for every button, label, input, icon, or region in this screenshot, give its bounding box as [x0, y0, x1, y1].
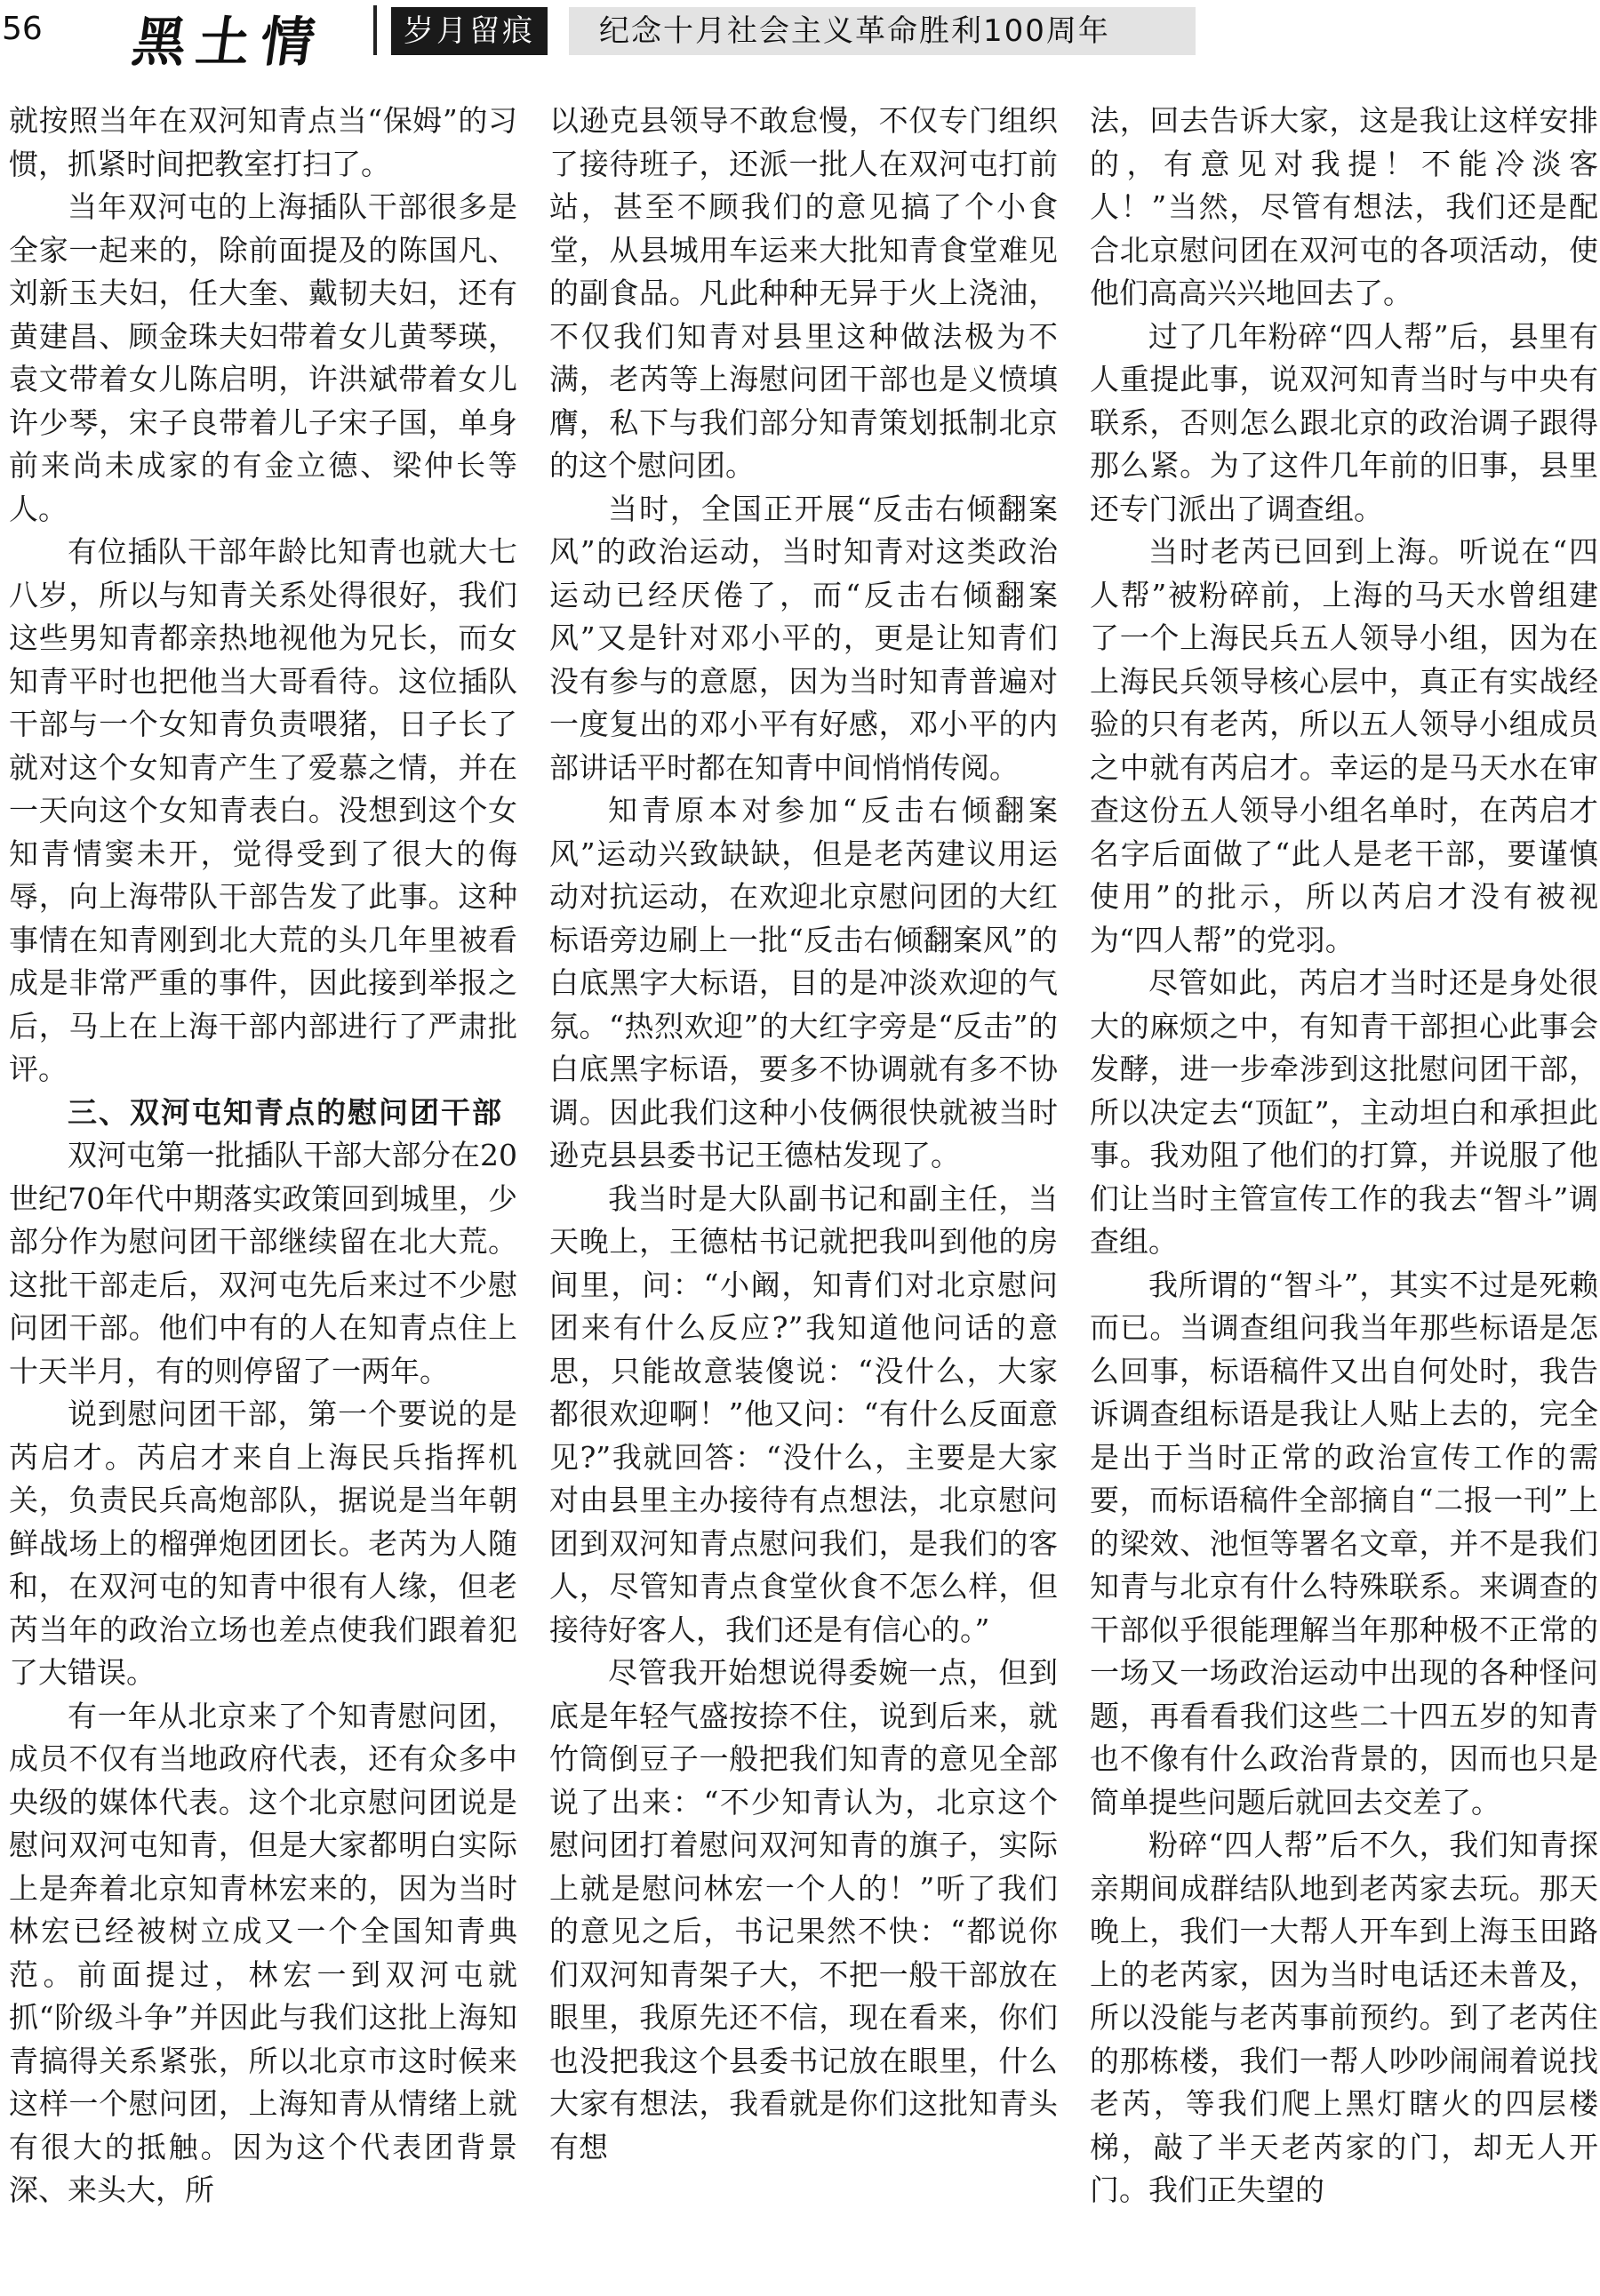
text-column-3 [1090, 100, 1598, 2296]
article-paragraph: 尽管如此，芮启才当时还是身处很大的麻烦之中，有知青干部担心此事会发酵，进一步牵涉到这批慰问团干部，所以决定去“顶缸”，主动坦白和承担此事。我劝阻了他们的打算，并说服了他们让当时主管宣传工作的我去“智斗”调查组。 [1090, 965, 1598, 1259]
article-paragraph: 有一年从北京来了个知青慰问团，成员不仅有当地政府代表，还有众多中央级的媒体代表。这个北京慰问团说是慰问双河屯知青，但是大家都明白实际上是奔着北京知青林宏来的，因为当时林宏已经被树立成又一个全国知青典范。前面提过，林宏一到双河屯就抓“阶级斗争”并因此与我们这批上海知青搞得关系紧张，所以北京市这时候来这样一个慰问团，上海知青从情绪上就有很大的抵触。因为这个代表团背景深、来头大，所 [9, 1698, 517, 2207]
article-paragraph: 就按照当年在双河知青点当“保姆”的习惯，抓紧时间把教室打扫了。 [9, 103, 517, 181]
section-tag: 岁月留痕 [391, 7, 548, 55]
page-header [0, 0, 1600, 74]
text-column-2 [549, 100, 1058, 2296]
text-column-1 [9, 100, 517, 2296]
article-paragraph: 粉碎“四人帮”后不久，我们知青探亲期间成群结队地到老芮家去玩。那天晚上，我们一大帮人开车到上海玉田路上的老芮家，因为当时电话还未普及，所以没能与老芮事前预约。到了老芮住的那栋楼，我们一帮人吵吵闹闹着说找老芮，等我们爬上黑灯瞎火的四层楼梯，敲了半天老芮家的门，却无人开门。我们正失望的 [1090, 1828, 1598, 2207]
article-paragraph: 以逊克县领导不敢怠慢，不仅专门组织了接待班子，还派一批人在双河屯打前站，甚至不顾我们的意见搞了个小食堂，从县城用车运来大批知青食堂难见的副食品。凡此种种无异于火上浇油，不仅我们知青对县里这种做法极为不满，老芮等上海慰问团干部也是义愤填膺，私下与我们部分知青策划抵制北京的这个慰问团。 [549, 103, 1058, 483]
article-paragraph: 过了几年粉碎“四人帮”后，县里有人重提此事，说双河知青当时与中央有联系，否则怎么跟北京的政治调子跟得那么紧。为了这件几年前的旧事，县里还专门派出了调查组。 [1090, 318, 1598, 526]
article-paragraph: 当时，全国正开展“反击右倾翻案风”的政治运动，当时知青对这类政治运动已经厌倦了，而“反击右倾翻案风”又是针对邓小平的，更是让知青们没有参与的意愿，因为当时知青普遍对一度复出的邓小平有好感，邓小平的内部讲话平时都在知青中间悄悄传阅。 [549, 491, 1058, 785]
page-number: 56 [2, 11, 43, 47]
header-divider [373, 5, 377, 55]
article-paragraph: 我当时是大队副书记和副主任，当天晚上，王德枯书记就把我叫到他的房间里，问：“小阚，知青们对北京慰问团来有什么反应?”我知道他问话的意思，只能故意装傻说：“没什么，大家都很欢迎啊！”他又问：“有什么反面意见?”我就回答：“没什么，主要是大家对由县里主办接待有点想法，北京慰问团到双河知青点慰问我们，是我们的客人，尽管知青点食堂伙食不怎么样，但接待好客人，我们还是有信心的。” [549, 1180, 1058, 1647]
article-paragraph: 当时老芮已回到上海。听说在“四人帮”被粉碎前，上海的马天水曾组建了一个上海民兵五人领导小组，因为在上海民兵领导核心层中，真正有实战经验的只有老芮，所以五人领导小组成员之中就有芮启才。幸运的是马天水在审查这份五人领导小组名单时，在芮启才名字后面做了“此人是老干部，要谨慎使用”的批示，所以芮启才没有被视为“四人帮”的党羽。 [1090, 534, 1598, 957]
article-paragraph: 我所谓的“智斗”，其实不过是死赖而已。当调查组问我当年那些标语是怎么回事，标语稿件又出自何处时，我告诉调查组标语是我让人贴上去的，完全是出于当时正常的政治宣传工作的需要，而标语稿件全部摘自“二报一刊”上的梁效、池恒等署名文章，并不是我们知青与北京有什么特殊联系。来调查的干部似乎很能理解当年那种极不正常的一场又一场政治运动中出现的各种怪问题，再看看我们这些二十四五岁的知青也不像有什么政治背景的，因而也只是简单提些问题后就回去交差了。 [1090, 1267, 1598, 1820]
article-paragraph: 双河屯第一批插队干部大部分在20世纪70年代中期落实政策回到城里，少部分作为慰问团干部继续留在北大荒。这批干部走后，双河屯先后来过不少慰问团干部。他们中有的人在知青点住上十天半月，有的则停留了一两年。 [9, 1138, 517, 1388]
magazine-logo: 黑土情 [128, 12, 330, 74]
article-paragraph: 尽管我开始想说得委婉一点，但到底是年轻气盛按捺不住，说到后来，就竹筒倒豆子一般把我们知青的意见全部说了出来：“不少知青认为，北京这个慰问团打着慰问双河知青的旗子，实际上就是慰问林宏一个人的！”听了我们的意见之后，书记果然不快：“都说你们双河知青架子大，不把一般干部放在眼里，我原先还不信，现在看来，你们也没把我这个县委书记放在眼里，什么大家有想法，我看就是你们这批知青头有想 [549, 1655, 1058, 2164]
article-paragraph: 说到慰问团干部，第一个要说的是芮启才。芮启才来自上海民兵指挥机关，负责民兵高炮部队，据说是当年朝鲜战场上的榴弹炮团团长。老芮为人随和，在双河屯的知青中很有人缘，但老芮当年的政治立场也差点使我们跟着犯了大错误。 [9, 1396, 517, 1690]
article-paragraph: 法，回去告诉大家，这是我让这样安排的，有意见对我提！不能冷淡客人！”当然，尽管有想法，我们还是配合北京慰问团在双河屯的各项活动，使他们高高兴兴地回去了。 [1090, 103, 1598, 310]
article-paragraph: 有位插队干部年龄比知青也就大七八岁，所以与知青关系处得很好，我们这些男知青都亲热地视他为兄长，而女知青平时也把他当大哥看待。这位插队干部与一个女知青负责喂猪，日子长了就对这个女知青产生了爱慕之情，并在一天向这个女知青表白。没想到这个女知青情窦未开，觉得受到了很大的侮辱，向上海带队干部告发了此事。这种事情在知青刚到北大荒的头几年里被看成是非常严重的事件，因此接到举报之后，马上在上海干部内部进行了严肃批评。 [9, 534, 517, 1086]
article-paragraph: 当年双河屯的上海插队干部很多是全家一起来的，除前面提及的陈国凡、刘新玉夫妇，任大奎、戴韧夫妇，还有黄建昌、顾金珠夫妇带着女儿黄琴瑛，袁文带着女儿陈启明，许洪斌带着女儿许少琴，宋子良带着儿子宋子国，单身前来尚未成家的有金立德、梁仲长等人。 [9, 189, 517, 526]
article-paragraph: 知青原本对参加“反击右倾翻案风”运动兴致缺缺，但是老芮建议用运动对抗运动，在欢迎北京慰问团的大红标语旁边刷上一批“反击右倾翻案风”的白底黑字大标语，目的是冲淡欢迎的气氛。“热烈欢迎”的大红字旁是“反击”的白底黑字标语，要多不协调就有多不协调。因此我们这种小伎俩很快就被当时逊克县县委书记王德枯发现了。 [549, 793, 1058, 1172]
section-heading: 三、双河屯知青点的慰问团干部 [68, 1094, 503, 1130]
header-banner: 纪念十月社会主义革命胜利100周年 [569, 7, 1196, 55]
